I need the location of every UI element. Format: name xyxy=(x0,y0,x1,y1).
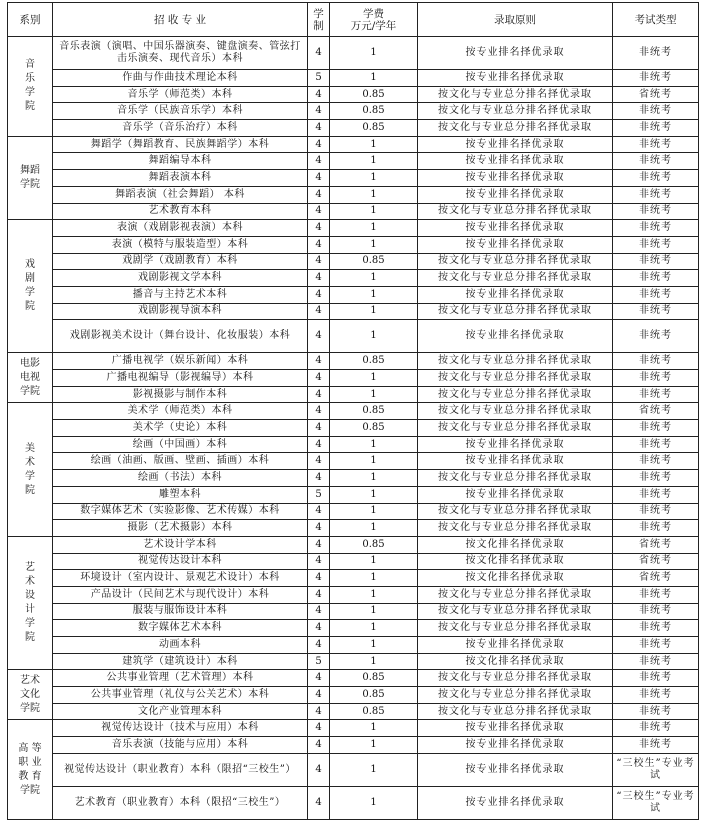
principle-cell: 按文化与专业总分排名择优录取 xyxy=(418,503,613,520)
table-body xyxy=(8,37,699,820)
table-row xyxy=(8,753,699,786)
major-cell: 绘画（书法）本科 xyxy=(53,470,308,487)
major-cell: 绘画（中国画）本科 xyxy=(53,436,308,453)
major-cell: 音乐学（师范类）本科 xyxy=(53,86,308,103)
exam-cell: 非统考 xyxy=(613,136,699,153)
principle-cell: 按专业排名择优录取 xyxy=(418,753,613,786)
fee-cell: 0.85 xyxy=(330,536,418,553)
years-cell: 4 xyxy=(308,236,330,253)
fee-cell: 1 xyxy=(330,520,418,537)
fee-cell: 1 xyxy=(330,370,418,387)
fee-cell: 0.85 xyxy=(330,703,418,720)
exam-cell: 非统考 xyxy=(613,353,699,370)
years-cell: 5 xyxy=(308,70,330,87)
principle-cell: 按专业排名择优录取 xyxy=(418,220,613,237)
table-row xyxy=(8,186,699,203)
major-cell: 环境设计（室内设计、景观艺术设计）本科 xyxy=(53,570,308,587)
exam-cell: 省统考 xyxy=(613,403,699,420)
fee-cell: 1 xyxy=(330,286,418,303)
major-cell: 建筑学（建筑设计）本科 xyxy=(53,653,308,670)
table-row xyxy=(8,703,699,720)
exam-cell: 非统考 xyxy=(613,520,699,537)
exam-cell: 非统考 xyxy=(613,703,699,720)
years-cell: 4 xyxy=(308,303,330,320)
table-row xyxy=(8,136,699,153)
exam-cell: 非统考 xyxy=(613,286,699,303)
table-row xyxy=(8,586,699,603)
fee-cell: 1 xyxy=(330,186,418,203)
exam-cell: 非统考 xyxy=(613,470,699,487)
major-cell: 绘画（油画、版画、壁画、插画）本科 xyxy=(53,453,308,470)
years-cell: 4 xyxy=(308,520,330,537)
major-cell: 舞蹈表演（社会舞蹈） 本科 xyxy=(53,186,308,203)
major-cell: 影视摄影与制作本科 xyxy=(53,386,308,403)
principle-cell: 按文化与专业总分排名择优录取 xyxy=(418,370,613,387)
fee-cell: 1 xyxy=(330,203,418,220)
table-row xyxy=(8,86,699,103)
years-cell: 4 xyxy=(308,553,330,570)
principle-cell: 按专业排名择优录取 xyxy=(418,136,613,153)
principle-cell: 按专业排名择优录取 xyxy=(418,37,613,70)
table-header-row xyxy=(8,3,699,37)
years-cell: 4 xyxy=(308,436,330,453)
dept-cell: 电影 电视 学院 xyxy=(8,353,53,403)
years-cell: 4 xyxy=(308,503,330,520)
exam-cell: 非统考 xyxy=(613,170,699,187)
principle-cell: 按文化与专业总分排名择优录取 xyxy=(418,520,613,537)
principle-cell: 按专业排名择优录取 xyxy=(418,436,613,453)
principle-cell: 按专业排名择优录取 xyxy=(418,186,613,203)
fee-cell: 1 xyxy=(330,570,418,587)
exam-cell: 非统考 xyxy=(613,687,699,704)
major-cell: 艺术设计学本科 xyxy=(53,536,308,553)
dept-cell: 戏 剧 学 院 xyxy=(8,220,53,353)
table-row xyxy=(8,436,699,453)
exam-cell: 非统考 xyxy=(613,453,699,470)
table-row xyxy=(8,270,699,287)
fee-cell: 1 xyxy=(330,220,418,237)
fee-cell: 0.85 xyxy=(330,403,418,420)
principle-cell: 按文化与专业总分排名择优录取 xyxy=(418,203,613,220)
exam-cell: 非统考 xyxy=(613,186,699,203)
principle-cell: 按文化与专业总分排名择优录取 xyxy=(418,353,613,370)
principle-cell: 按文化与专业总分排名择优录取 xyxy=(418,270,613,287)
table-row xyxy=(8,470,699,487)
table-row xyxy=(8,603,699,620)
years-cell: 4 xyxy=(308,220,330,237)
years-cell: 4 xyxy=(308,370,330,387)
table-row xyxy=(8,637,699,654)
principle-cell: 按文化排名择优录取 xyxy=(418,536,613,553)
table-row xyxy=(8,37,699,70)
major-cell: 表演（戏剧影视表演）本科 xyxy=(53,220,308,237)
major-cell: 舞蹈表演本科 xyxy=(53,170,308,187)
years-cell: 5 xyxy=(308,653,330,670)
principle-cell: 按文化排名择优录取 xyxy=(418,653,613,670)
table-row xyxy=(8,120,699,137)
exam-cell: 非统考 xyxy=(613,153,699,170)
exam-cell: 非统考 xyxy=(613,37,699,70)
major-cell: 艺术教育（职业教育）本科（限招“三校生”） xyxy=(53,786,308,819)
years-cell: 4 xyxy=(308,536,330,553)
principle-cell: 按文化与专业总分排名择优录取 xyxy=(418,86,613,103)
fee-cell: 1 xyxy=(330,653,418,670)
fee-cell: 1 xyxy=(330,436,418,453)
fee-cell: 0.85 xyxy=(330,687,418,704)
fee-cell: 1 xyxy=(330,470,418,487)
dept-cell: 艺术 文化 学院 xyxy=(8,670,53,720)
years-cell: 4 xyxy=(308,203,330,220)
principle-cell: 按文化与专业总分排名择优录取 xyxy=(418,670,613,687)
exam-cell: 非统考 xyxy=(613,420,699,437)
principle-cell: 按文化与专业总分排名择优录取 xyxy=(418,620,613,637)
exam-cell: 非统考 xyxy=(613,653,699,670)
principle-cell: 按文化排名择优录取 xyxy=(418,553,613,570)
dept-cell: 音 乐 学 院 xyxy=(8,37,53,137)
years-cell: 4 xyxy=(308,786,330,819)
table-row xyxy=(8,220,699,237)
fee-cell: 1 xyxy=(330,503,418,520)
years-cell: 4 xyxy=(308,753,330,786)
years-cell: 4 xyxy=(308,603,330,620)
years-cell: 4 xyxy=(308,737,330,754)
major-cell: 雕塑本科 xyxy=(53,486,308,503)
fee-cell: 0.85 xyxy=(330,86,418,103)
principle-cell: 按专业排名择优录取 xyxy=(418,70,613,87)
major-cell: 美术学（史论）本科 xyxy=(53,420,308,437)
major-cell: 服装与服饰设计本科 xyxy=(53,603,308,620)
major-cell: 美术学（师范类）本科 xyxy=(53,403,308,420)
fee-cell: 1 xyxy=(330,386,418,403)
dept-cell: 舞蹈 学院 xyxy=(8,136,53,219)
exam-cell: 非统考 xyxy=(613,220,699,237)
major-cell: 艺术教育本科 xyxy=(53,203,308,220)
principle-cell: 按文化与专业总分排名择优录取 xyxy=(418,586,613,603)
fee-cell: 1 xyxy=(330,637,418,654)
header-dept: 系别 xyxy=(8,3,53,37)
major-cell: 音乐学（民族音乐学）本科 xyxy=(53,103,308,120)
exam-cell: 非统考 xyxy=(613,486,699,503)
exam-cell: 非统考 xyxy=(613,503,699,520)
years-cell: 4 xyxy=(308,86,330,103)
principle-cell: 按文化与专业总分排名择优录取 xyxy=(418,687,613,704)
major-cell: 舞蹈学（舞蹈教育、民族舞蹈学）本科 xyxy=(53,136,308,153)
years-cell: 4 xyxy=(308,186,330,203)
table-row xyxy=(8,720,699,737)
years-cell: 4 xyxy=(308,570,330,587)
principle-cell: 按文化与专业总分排名择优录取 xyxy=(418,703,613,720)
principle-cell: 按专业排名择优录取 xyxy=(418,637,613,654)
exam-cell: 省统考 xyxy=(613,536,699,553)
header-exam: 考试类型 xyxy=(613,3,699,37)
fee-cell: 1 xyxy=(330,720,418,737)
exam-cell: 非统考 xyxy=(613,120,699,137)
years-cell: 4 xyxy=(308,153,330,170)
major-cell: 数字媒体艺术（实验影像、艺术传媒）本科 xyxy=(53,503,308,520)
exam-cell: 非统考 xyxy=(613,737,699,754)
major-cell: 视觉传达设计（职业教育）本科（限招“三校生”） xyxy=(53,753,308,786)
table-row xyxy=(8,320,699,353)
exam-cell: 非统考 xyxy=(613,637,699,654)
years-cell: 4 xyxy=(308,453,330,470)
fee-cell: 1 xyxy=(330,236,418,253)
exam-cell: 非统考 xyxy=(613,436,699,453)
admissions-table xyxy=(7,2,699,820)
exam-cell: 非统考 xyxy=(613,370,699,387)
major-cell: 摄影（艺术摄影）本科 xyxy=(53,520,308,537)
principle-cell: 按专业排名择优录取 xyxy=(418,236,613,253)
years-cell: 4 xyxy=(308,687,330,704)
principle-cell: 按专业排名择优录取 xyxy=(418,786,613,819)
major-cell: 舞蹈编导本科 xyxy=(53,153,308,170)
fee-cell: 1 xyxy=(330,620,418,637)
fee-cell: 1 xyxy=(330,37,418,70)
years-cell: 4 xyxy=(308,103,330,120)
years-cell: 4 xyxy=(308,353,330,370)
principle-cell: 按文化与专业总分排名择优录取 xyxy=(418,303,613,320)
major-cell: 产品设计（民间艺术与现代设计）本科 xyxy=(53,586,308,603)
years-cell: 4 xyxy=(308,420,330,437)
table-row xyxy=(8,70,699,87)
exam-cell: 非统考 xyxy=(613,270,699,287)
dept-cell: 高 等 职 业 教 育 学院 xyxy=(8,720,53,819)
admissions-table-container xyxy=(7,2,699,820)
fee-cell: 1 xyxy=(330,786,418,819)
major-cell: 表演（模特与服装造型）本科 xyxy=(53,236,308,253)
major-cell: 动画本科 xyxy=(53,637,308,654)
years-cell: 4 xyxy=(308,403,330,420)
fee-cell: 0.85 xyxy=(330,103,418,120)
table-row xyxy=(8,453,699,470)
exam-cell: 非统考 xyxy=(613,253,699,270)
exam-cell: 非统考 xyxy=(613,386,699,403)
major-cell: 戏剧影视文学本科 xyxy=(53,270,308,287)
table-row xyxy=(8,687,699,704)
header-principle: 录取原则 xyxy=(418,3,613,37)
fee-cell: 1 xyxy=(330,453,418,470)
fee-cell: 1 xyxy=(330,270,418,287)
table-row xyxy=(8,520,699,537)
major-cell: 音乐表演（演唱、中国乐器演奏、键盘演奏、管弦打击乐演奏、现代音乐）本科 xyxy=(53,37,308,70)
principle-cell: 按文化与专业总分排名择优录取 xyxy=(418,403,613,420)
major-cell: 音乐表演（技能与应用）本科 xyxy=(53,737,308,754)
major-cell: 戏剧影视美术设计（舞台设计、化妆服装）本科 xyxy=(53,320,308,353)
exam-cell: 非统考 xyxy=(613,236,699,253)
dept-cell: 美 术 学 院 xyxy=(8,403,53,537)
table-row xyxy=(8,737,699,754)
major-cell: 视觉传达设计（技术与应用）本科 xyxy=(53,720,308,737)
header-major: 招 收 专 业 xyxy=(53,3,308,37)
table-row xyxy=(8,153,699,170)
header-years: 学 制 xyxy=(308,3,330,37)
years-cell: 4 xyxy=(308,470,330,487)
principle-cell: 按文化排名择优录取 xyxy=(418,570,613,587)
fee-cell: 1 xyxy=(330,486,418,503)
table-row xyxy=(8,403,699,420)
table-row xyxy=(8,370,699,387)
principle-cell: 按文化与专业总分排名择优录取 xyxy=(418,603,613,620)
table-row xyxy=(8,653,699,670)
exam-cell: 省统考 xyxy=(613,570,699,587)
years-cell: 4 xyxy=(308,586,330,603)
principle-cell: 按文化与专业总分排名择优录取 xyxy=(418,103,613,120)
fee-cell: 1 xyxy=(330,753,418,786)
major-cell: 视觉传达设计本科 xyxy=(53,553,308,570)
years-cell: 4 xyxy=(308,270,330,287)
table-row xyxy=(8,786,699,819)
fee-cell: 0.85 xyxy=(330,353,418,370)
principle-cell: 按文化与专业总分排名择优录取 xyxy=(418,120,613,137)
fee-cell: 1 xyxy=(330,70,418,87)
years-cell: 4 xyxy=(308,720,330,737)
years-cell: 4 xyxy=(308,37,330,70)
exam-cell: 非统考 xyxy=(613,320,699,353)
major-cell: 戏剧学（戏剧教育）本科 xyxy=(53,253,308,270)
table-row xyxy=(8,670,699,687)
exam-cell: 非统考 xyxy=(613,303,699,320)
years-cell: 4 xyxy=(308,320,330,353)
table-row xyxy=(8,353,699,370)
major-cell: 广播电视学（娱乐新闻）本科 xyxy=(53,353,308,370)
exam-cell: “三校生”专业考试 xyxy=(613,753,699,786)
table-row xyxy=(8,203,699,220)
major-cell: 播音与主持艺术本科 xyxy=(53,286,308,303)
major-cell: 公共事业管理（艺术管理）本科 xyxy=(53,670,308,687)
dept-cell: 艺 术 设 计 学 院 xyxy=(8,536,53,670)
exam-cell: 省统考 xyxy=(613,553,699,570)
exam-cell: 非统考 xyxy=(613,603,699,620)
fee-cell: 1 xyxy=(330,553,418,570)
years-cell: 4 xyxy=(308,637,330,654)
fee-cell: 1 xyxy=(330,153,418,170)
exam-cell: 非统考 xyxy=(613,720,699,737)
exam-cell: 非统考 xyxy=(613,670,699,687)
fee-cell: 1 xyxy=(330,303,418,320)
major-cell: 戏剧影视导演本科 xyxy=(53,303,308,320)
major-cell: 作曲与作曲技术理论本科 xyxy=(53,70,308,87)
table-row xyxy=(8,303,699,320)
table-row xyxy=(8,553,699,570)
table-row xyxy=(8,253,699,270)
exam-cell: 非统考 xyxy=(613,103,699,120)
years-cell: 4 xyxy=(308,386,330,403)
years-cell: 5 xyxy=(308,486,330,503)
fee-cell: 0.85 xyxy=(330,670,418,687)
fee-cell: 1 xyxy=(330,136,418,153)
fee-cell: 1 xyxy=(330,603,418,620)
principle-cell: 按文化与专业总分排名择优录取 xyxy=(418,253,613,270)
years-cell: 4 xyxy=(308,620,330,637)
principle-cell: 按专业排名择优录取 xyxy=(418,453,613,470)
major-cell: 广播电视编导（影视编导）本科 xyxy=(53,370,308,387)
fee-cell: 0.85 xyxy=(330,253,418,270)
exam-cell: “三校生”专业考试 xyxy=(613,786,699,819)
principle-cell: 按专业排名择优录取 xyxy=(418,486,613,503)
principle-cell: 按文化与专业总分排名择优录取 xyxy=(418,420,613,437)
table-row xyxy=(8,420,699,437)
fee-cell: 1 xyxy=(330,586,418,603)
table-row xyxy=(8,236,699,253)
principle-cell: 按专业排名择优录取 xyxy=(418,153,613,170)
table-row xyxy=(8,103,699,120)
fee-cell: 0.85 xyxy=(330,120,418,137)
exam-cell: 非统考 xyxy=(613,203,699,220)
major-cell: 文化产业管理本科 xyxy=(53,703,308,720)
table-row xyxy=(8,620,699,637)
principle-cell: 按专业排名择优录取 xyxy=(418,170,613,187)
table-row xyxy=(8,503,699,520)
header-fee: 学费 万元/学年 xyxy=(330,3,418,37)
table-row xyxy=(8,286,699,303)
fee-cell: 1 xyxy=(330,737,418,754)
major-cell: 数字媒体艺术本科 xyxy=(53,620,308,637)
principle-cell: 按专业排名择优录取 xyxy=(418,737,613,754)
principle-cell: 按文化与专业总分排名择优录取 xyxy=(418,470,613,487)
exam-cell: 非统考 xyxy=(613,586,699,603)
exam-cell: 省统考 xyxy=(613,86,699,103)
fee-cell: 0.85 xyxy=(330,420,418,437)
table-row xyxy=(8,536,699,553)
exam-cell: 非统考 xyxy=(613,70,699,87)
major-cell: 公共事业管理（礼仪与公关艺术）本科 xyxy=(53,687,308,704)
years-cell: 4 xyxy=(308,253,330,270)
fee-cell: 1 xyxy=(330,170,418,187)
years-cell: 4 xyxy=(308,170,330,187)
table-row xyxy=(8,486,699,503)
fee-cell: 1 xyxy=(330,320,418,353)
years-cell: 4 xyxy=(308,136,330,153)
years-cell: 4 xyxy=(308,120,330,137)
principle-cell: 按文化与专业总分排名择优录取 xyxy=(418,386,613,403)
years-cell: 4 xyxy=(308,670,330,687)
major-cell: 音乐学（音乐治疗）本科 xyxy=(53,120,308,137)
exam-cell: 非统考 xyxy=(613,620,699,637)
principle-cell: 按专业排名择优录取 xyxy=(418,720,613,737)
table-row xyxy=(8,386,699,403)
years-cell: 4 xyxy=(308,286,330,303)
principle-cell: 按专业排名择优录取 xyxy=(418,320,613,353)
years-cell: 4 xyxy=(308,703,330,720)
principle-cell: 按专业排名择优录取 xyxy=(418,286,613,303)
table-row xyxy=(8,570,699,587)
table-row xyxy=(8,170,699,187)
